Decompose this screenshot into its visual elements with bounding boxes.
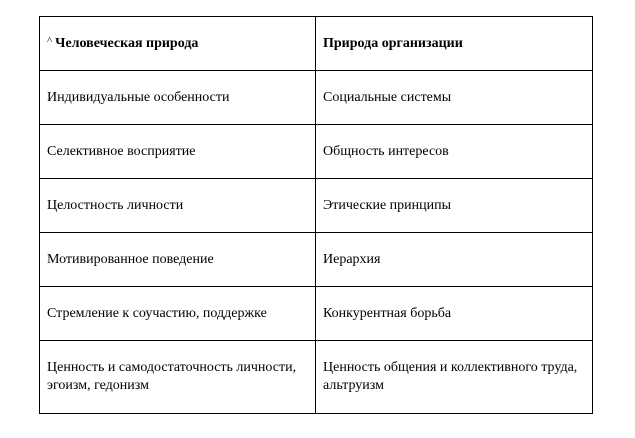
header-cell-organization-nature: Природа организации xyxy=(316,17,593,71)
table-row xyxy=(40,341,593,414)
table-cell: Этические принципы xyxy=(316,179,593,233)
header-label-human-nature: Человеческая природа xyxy=(55,35,199,51)
table-cell: Мотивированное поведение xyxy=(40,233,316,287)
header-cell-human-nature xyxy=(40,17,316,71)
table-cell: Индивидуальные особенности xyxy=(40,71,316,125)
table-header-row xyxy=(40,17,593,71)
table-row xyxy=(40,233,593,287)
comparison-table xyxy=(39,16,593,414)
table-row xyxy=(40,287,593,341)
table-cell: Ценность и самодостаточность личности, эгоизм, гедонизм xyxy=(40,341,316,414)
table-row xyxy=(40,179,593,233)
table-cell: Социальные системы xyxy=(316,71,593,125)
table-cell: Целостность личности xyxy=(40,179,316,233)
table-cell: Ценность общения и коллективного труда, альтруизм xyxy=(316,341,593,414)
table-cell: Общность интересов xyxy=(316,125,593,179)
table-row xyxy=(40,71,593,125)
table-cell: Стремление к соучастию, поддержке xyxy=(40,287,316,341)
table-cell: Иерархия xyxy=(316,233,593,287)
table-row xyxy=(40,125,593,179)
caret-marker: ^ xyxy=(47,34,53,47)
table-cell: Селективное восприятие xyxy=(40,125,316,179)
table-cell: Конкурентная борьба xyxy=(316,287,593,341)
